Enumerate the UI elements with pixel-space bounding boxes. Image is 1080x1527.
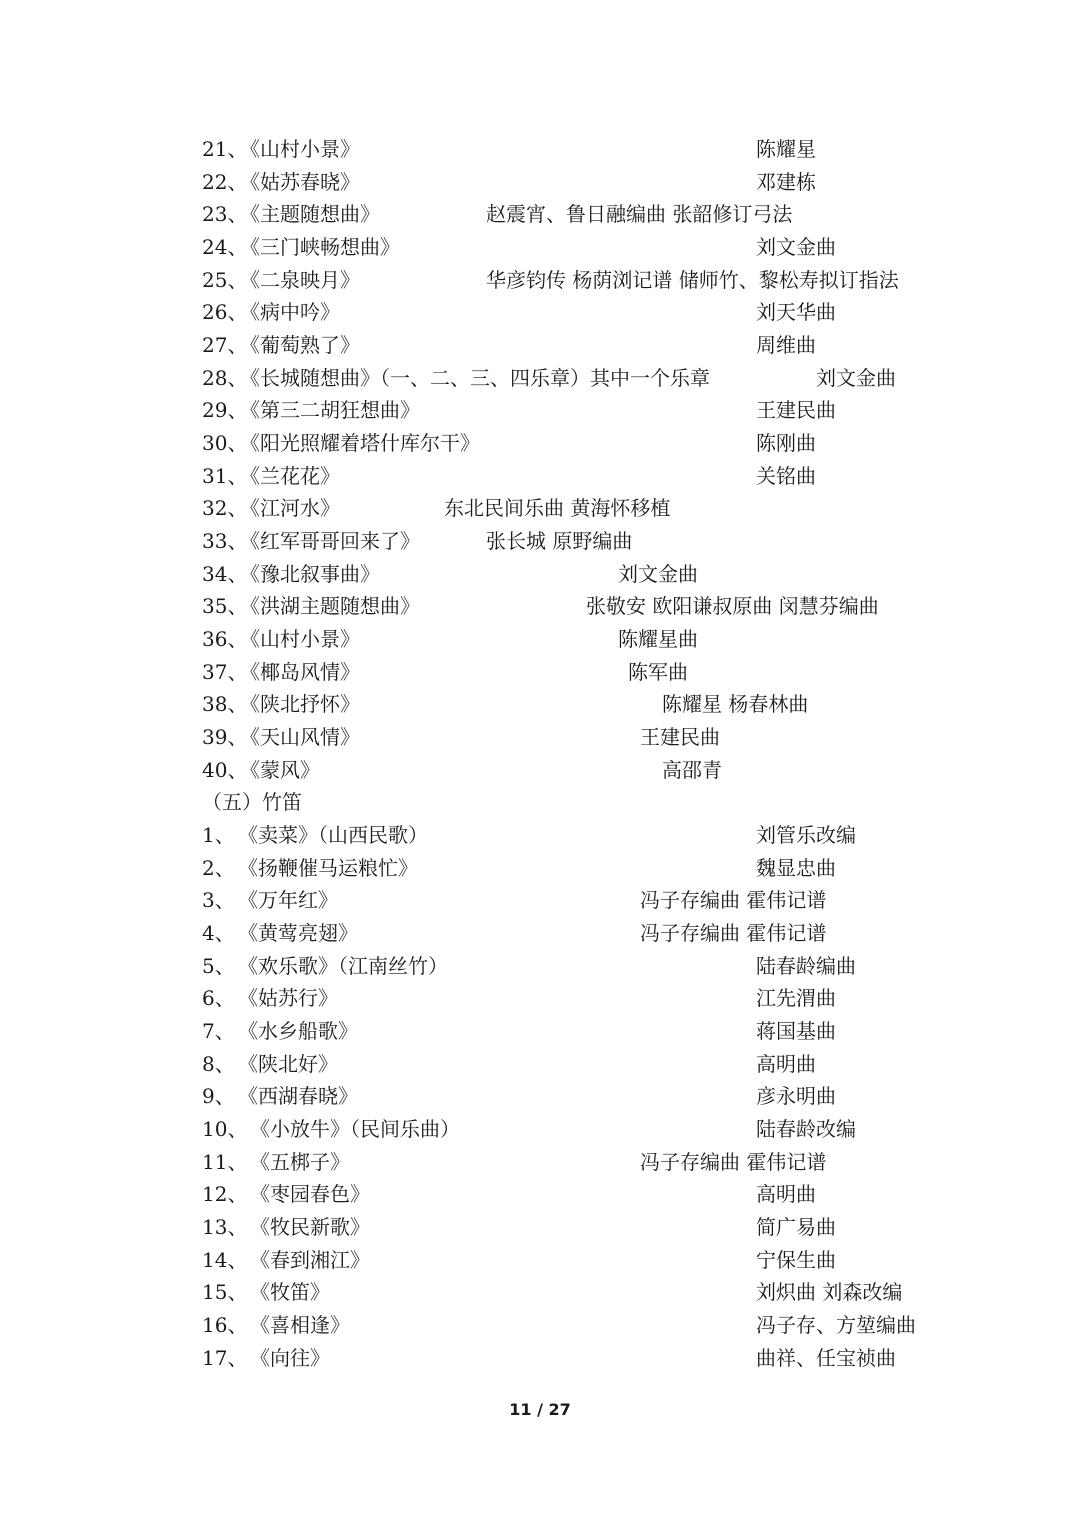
piece-title: 《第三二胡狂想曲》	[240, 398, 420, 422]
list-item	[202, 1080, 1022, 1112]
piece-title: 《黄莺亮翅》	[238, 921, 358, 945]
item-number: 35、	[202, 594, 248, 618]
piece-credit: 高明曲	[756, 1052, 816, 1076]
item-number: 21、	[202, 137, 248, 161]
piece-title: 《蒙风》	[240, 758, 320, 782]
item-number: 22、	[202, 170, 248, 194]
item-number: 30、	[202, 431, 248, 455]
list-item	[202, 819, 1022, 851]
piece-title: 《陕北好》	[238, 1052, 338, 1076]
piece-title: 《葡萄熟了》	[240, 333, 360, 357]
piece-credit: 张敬安 欧阳谦叔原曲 闵慧芬编曲	[586, 594, 879, 618]
piece-title: 《兰花花》	[240, 464, 340, 488]
item-number: 34、	[202, 562, 248, 586]
piece-title: 《洪湖主题随想曲》	[240, 594, 420, 618]
piece-credit: 东北民间乐曲 黄海怀移植	[444, 496, 671, 520]
list-item	[202, 427, 1022, 459]
piece-title: 《山村小景》	[240, 137, 360, 161]
piece-title: 《枣园春色》	[250, 1182, 370, 1206]
list-item	[202, 525, 1022, 557]
piece-credit: 宁保生曲	[756, 1248, 836, 1272]
page-number: 11 / 27	[509, 1400, 571, 1419]
piece-title: 《天山风情》	[240, 725, 360, 749]
list-item	[202, 362, 1022, 394]
list-item	[202, 1015, 1022, 1047]
list-item	[202, 198, 1022, 230]
item-number: 3、	[202, 888, 235, 912]
piece-title: 《向往》	[250, 1346, 330, 1370]
list-item	[202, 754, 1022, 786]
item-number: 11、	[202, 1150, 248, 1174]
item-number: 23、	[202, 202, 248, 226]
piece-title: 《陕北抒怀》	[240, 692, 360, 716]
list-item	[202, 1211, 1022, 1243]
piece-credit: 关铭曲	[756, 464, 816, 488]
piece-title: 《五梆子》	[250, 1150, 350, 1174]
piece-title: 《三门峡畅想曲》	[240, 235, 400, 259]
item-number: 16、	[202, 1313, 248, 1337]
piece-title: 《牧笛》	[250, 1280, 330, 1304]
piece-credit: 冯子存编曲 霍伟记谱	[640, 888, 827, 912]
item-number: 37、	[202, 660, 248, 684]
piece-title: 《椰岛风情》	[240, 660, 360, 684]
item-number: 29、	[202, 398, 248, 422]
piece-credit: 刘文金曲	[756, 235, 836, 259]
piece-title: 《姑苏行》	[238, 986, 338, 1010]
item-number: 15、	[202, 1280, 248, 1304]
piece-credit: 张长城 原野编曲	[486, 529, 633, 553]
piece-title: 《春到湘江》	[250, 1248, 370, 1272]
item-number: 36、	[202, 627, 248, 651]
piece-credit: 冯子存编曲 霍伟记谱	[640, 1150, 827, 1174]
list-item	[202, 917, 1022, 949]
piece-title: 《山村小景》	[240, 627, 360, 651]
piece-title: 《西湖春晓》	[238, 1084, 358, 1108]
list-item	[202, 852, 1022, 884]
piece-credit: 高邵青	[662, 758, 722, 782]
piece-credit: 陈耀星曲	[618, 627, 698, 651]
list-item	[202, 721, 1022, 753]
piece-credit: 刘天华曲	[756, 300, 836, 324]
list-item	[202, 264, 1022, 296]
list-item	[202, 1342, 1022, 1374]
piece-title: 《豫北叙事曲》	[240, 562, 380, 586]
piece-title: 《小放牛》（民间乐曲）	[250, 1117, 460, 1141]
piece-credit: 王建民曲	[640, 725, 720, 749]
piece-title: 《阳光照耀着塔什库尔干》	[240, 431, 480, 455]
list-item	[202, 329, 1022, 361]
piece-credit: 刘文金曲	[618, 562, 698, 586]
piece-credit: 蒋国基曲	[756, 1019, 836, 1043]
list-item	[202, 688, 1022, 720]
item-number: 32、	[202, 496, 248, 520]
item-number: 6、	[202, 986, 235, 1010]
item-number: 25、	[202, 268, 248, 292]
list-item	[202, 1146, 1022, 1178]
item-number: 7、	[202, 1019, 235, 1043]
piece-title: 《江河水》	[240, 496, 340, 520]
item-number: 24、	[202, 235, 248, 259]
list-item	[202, 296, 1022, 328]
list-item	[202, 492, 1022, 524]
list-item	[202, 394, 1022, 426]
piece-title: 《水乡船歌》	[238, 1019, 358, 1043]
piece-credit: 王建民曲	[756, 398, 836, 422]
item-number: 9、	[202, 1084, 235, 1108]
item-number: 13、	[202, 1215, 248, 1239]
piece-title: 《牧民新歌》	[250, 1215, 370, 1239]
piece-credit: 赵震宵、鲁日融编曲 张韶修订弓法	[486, 202, 793, 226]
item-number: 14、	[202, 1248, 248, 1272]
list-item	[202, 1048, 1022, 1080]
list-item	[202, 231, 1022, 263]
piece-credit: 华彦钧传 杨荫浏记谱 储师竹、黎松寿拟订指法	[486, 268, 899, 292]
piece-credit: 陈军曲	[628, 660, 688, 684]
item-number: 33、	[202, 529, 248, 553]
item-number: 26、	[202, 300, 248, 324]
list-item	[202, 656, 1022, 688]
piece-credit: 刘文金曲	[816, 366, 896, 390]
piece-title: 《扬鞭催马运粮忙》	[238, 856, 418, 880]
piece-credit: 魏显忠曲	[756, 856, 836, 880]
item-number: 31、	[202, 464, 248, 488]
item-number: 4、	[202, 921, 235, 945]
item-number: 38、	[202, 692, 248, 716]
piece-credit: 冯子存编曲 霍伟记谱	[640, 921, 827, 945]
item-number: 40、	[202, 758, 248, 782]
piece-title: 《喜相逢》	[250, 1313, 350, 1337]
piece-credit: 冯子存、方堃编曲	[756, 1313, 916, 1337]
list-item	[202, 982, 1022, 1014]
item-number: 2、	[202, 856, 235, 880]
piece-title: 《红军哥哥回来了》	[240, 529, 420, 553]
piece-title: 《卖菜》（山西民歌）	[238, 823, 428, 847]
list-item	[202, 558, 1022, 590]
list-item	[202, 1113, 1022, 1145]
piece-title: 《万年红》	[238, 888, 338, 912]
piece-credit: 简广易曲	[756, 1215, 836, 1239]
list-item	[202, 884, 1022, 916]
list-item	[202, 1276, 1022, 1308]
list-item	[202, 460, 1022, 492]
list-item	[202, 623, 1022, 655]
piece-credit: 陆春龄编曲	[756, 954, 856, 978]
list-item	[202, 166, 1022, 198]
piece-credit: 周维曲	[756, 333, 816, 357]
piece-credit: 高明曲	[756, 1182, 816, 1206]
item-number: 1、	[202, 823, 235, 847]
item-number: 27、	[202, 333, 248, 357]
piece-credit: 陈耀星 杨春林曲	[662, 692, 809, 716]
item-number: 12、	[202, 1182, 248, 1206]
piece-title: 《欢乐歌》（江南丝竹）	[238, 954, 448, 978]
piece-credit: 彦永明曲	[756, 1084, 836, 1108]
piece-title: 《病中吟》	[240, 300, 340, 324]
list-item	[202, 590, 1022, 622]
piece-credit: 刘管乐改编	[756, 823, 856, 847]
piece-credit: 曲祥、任宝祯曲	[756, 1346, 896, 1370]
item-number: 17、	[202, 1346, 248, 1370]
piece-credit: 邓建栋	[756, 170, 816, 194]
item-number: 28、	[202, 366, 248, 390]
piece-credit: 江先渭曲	[756, 986, 836, 1010]
list-item	[202, 133, 1022, 165]
piece-credit: 陈刚曲	[756, 431, 816, 455]
section-heading: （五）竹笛	[202, 790, 302, 814]
list-item	[202, 1309, 1022, 1341]
piece-title: 《主题随想曲》	[240, 202, 380, 226]
item-number: 8、	[202, 1052, 235, 1076]
item-number: 39、	[202, 725, 248, 749]
list-item	[202, 950, 1022, 982]
piece-title: 《长城随想曲》（一、二、三、四乐章）其中一个乐章	[240, 366, 710, 390]
item-number: 10、	[202, 1117, 248, 1141]
piece-title: 《二泉映月》	[240, 268, 360, 292]
piece-credit: 陈耀星	[756, 137, 816, 161]
list-item	[202, 1178, 1022, 1210]
piece-credit: 陆春龄改编	[756, 1117, 856, 1141]
piece-title: 《姑苏春晓》	[240, 170, 360, 194]
list-item	[202, 1244, 1022, 1276]
item-number: 5、	[202, 954, 235, 978]
piece-credit: 刘炽曲 刘森改编	[756, 1280, 903, 1304]
